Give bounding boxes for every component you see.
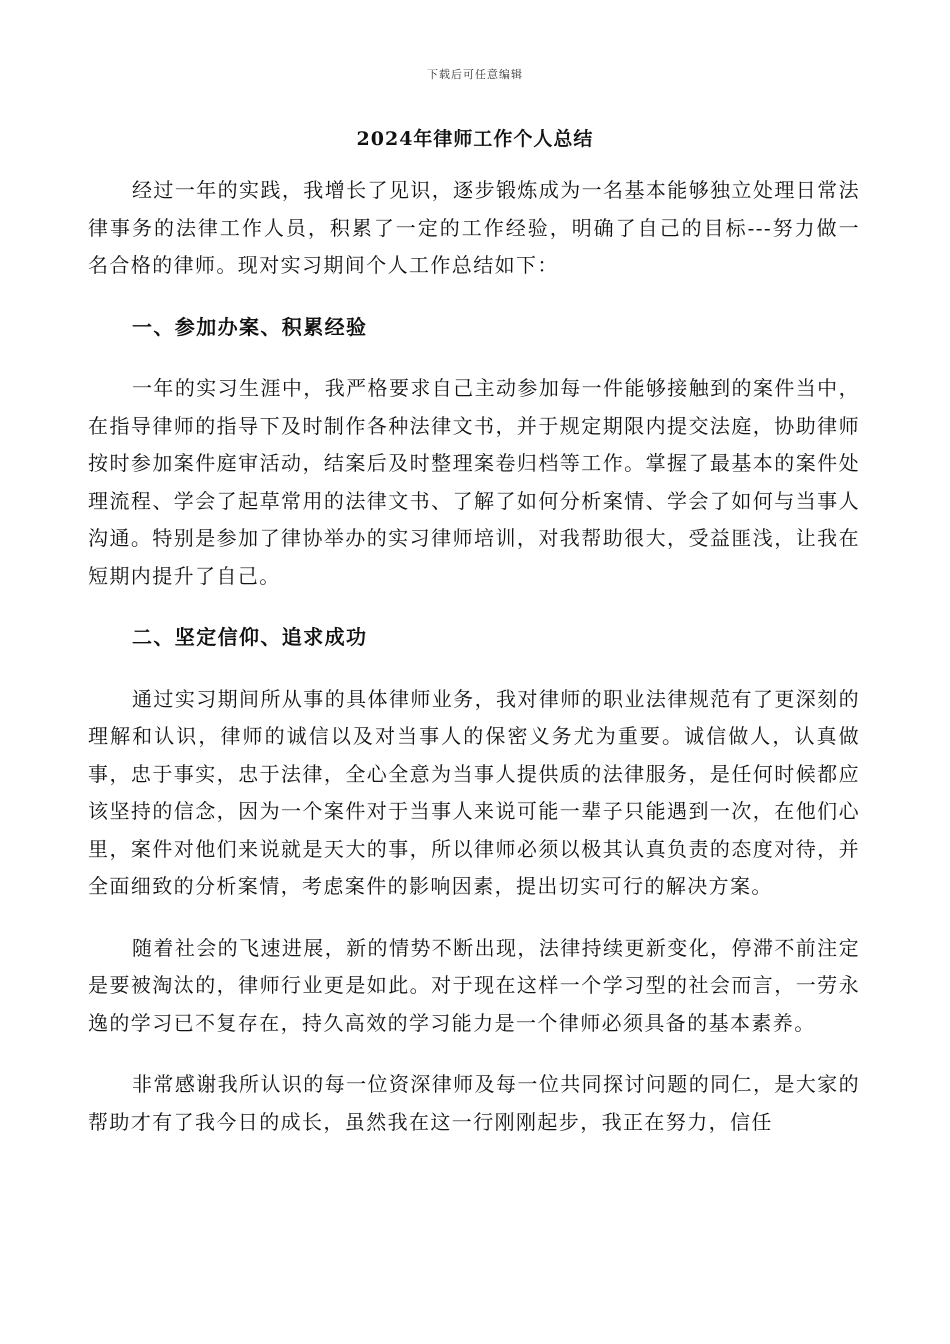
- section-2-paragraph-3: 非常感谢我所认识的每一位资深律师及每一位共同探讨问题的同仁，是大家的帮助才有了我今日的成长，虽然我在这一行刚刚起步，我正在努力，信任: [88, 1072, 860, 1134]
- document-title: 2024年律师工作个人总结: [356, 128, 594, 150]
- section-1-paragraph: 一年的实习生涯中，我严格要求自己主动参加每一件能够接触到的案件当中，在指导律师的指导下及时制作各种法律文书，并于规定期限内提交法庭，协助律师按时参加案件庭审活动，结案后及时整理案卷归档等工作。掌握了最基本的案件处理流程、学会了起草常用的法律文书、了解了如何分析案情、学会了如何与当事人沟通。特别是参加了律协举办的实习律师培训，对我帮助很大，受益匪浅，让我在短期内提升了自己。: [88, 376, 860, 588]
- section-2-paragraph-1: 通过实习期间所从事的具体律师业务，我对律师的职业法律规范有了更深刻的理解和认识，律师的诚信以及对当事人的保密义务尤为重要。诚信做人，认真做事，忠于事实，忠于法律，全心全意为当事人提供质的法律服务，是任何时候都应该坚持的信念，因为一个案件对于当事人来说可能一辈子只能遇到一次，在他们心里，案件对他们来说就是天大的事，所以律师必须以极其认真负责的态度对待，并全面细致的分析案情，考虑案件的影响因素，提出切实可行的解决方案。: [88, 686, 860, 898]
- document-body: [88, 172, 860, 1165]
- section-heading-2: 二、坚定信仰、追求成功: [132, 625, 368, 649]
- section-heading-1: 一、参加办案、积累经验: [132, 314, 368, 339]
- intro-paragraph: 经过一年的实践，我增长了见识，逐步锻炼成为一名基本能够独立处理日常法律事务的法律工作人员，积累了一定的工作经验，明确了自己的目标---努力做一名合格的律师。现对实习期间个人工作总结如下：: [88, 178, 860, 277]
- section-2-paragraph-2: 随着社会的飞速进展，新的情势不断出现，法律持续更新变化，停滞不前注定是要被淘汰的，律师行业更是如此。对于现在这样一个学习型的社会而言，一劳永逸的学习已不复存在，持久高效的学习能力是一个律师必须具备的基本素养。: [88, 935, 860, 1035]
- page-header-note: 下载后可任意编辑: [427, 68, 523, 81]
